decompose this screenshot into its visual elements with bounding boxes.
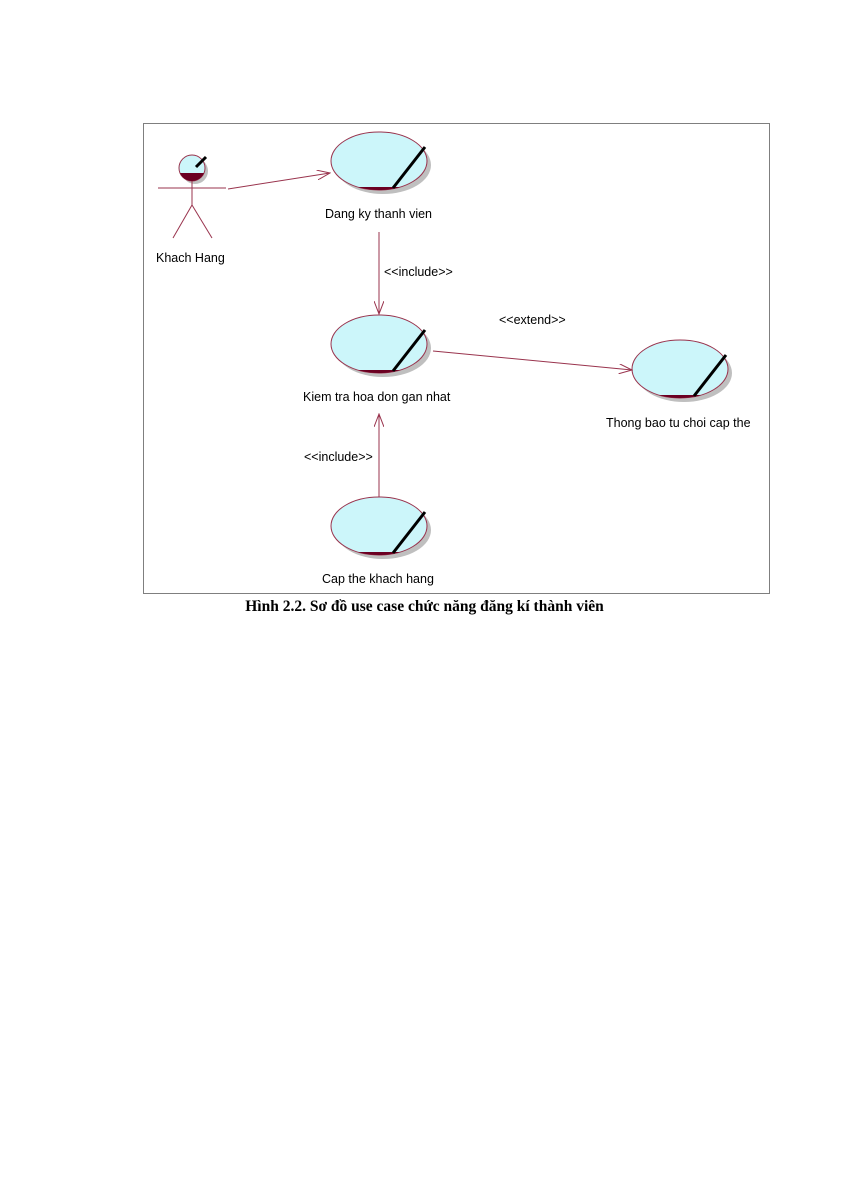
relation-label-include-2: <<include>> xyxy=(304,450,373,464)
use-case-cap-the-khach-hang xyxy=(330,497,431,559)
relation-label-include-1: <<include>> xyxy=(384,265,453,279)
use-case-label-cap-the: Cap the khach hang xyxy=(322,572,434,586)
actor-khach-hang xyxy=(158,155,226,238)
use-case-label-dang-ky: Dang ky thanh vien xyxy=(325,207,433,221)
actor-label: Khach Hang xyxy=(156,251,225,265)
relation-label-extend: <<extend>> xyxy=(499,313,566,327)
use-case-label-kiem-tra: Kiem tra hoa don gan nhat xyxy=(303,390,451,404)
figure-caption: Hình 2.2. Sơ đồ use case chức năng đăng kí thành viên xyxy=(245,598,604,615)
use-case-kiem-tra-hoa-don xyxy=(330,315,431,377)
use-case-dang-ky-thanh-vien xyxy=(330,132,431,194)
use-case-label-thong-bao: Thong bao tu choi cap the xyxy=(606,416,751,430)
extend-kiem-tra-thong-bao xyxy=(433,351,632,370)
association-actor-dang-ky xyxy=(228,173,330,189)
use-case-thong-bao-tu-choi xyxy=(631,340,732,402)
